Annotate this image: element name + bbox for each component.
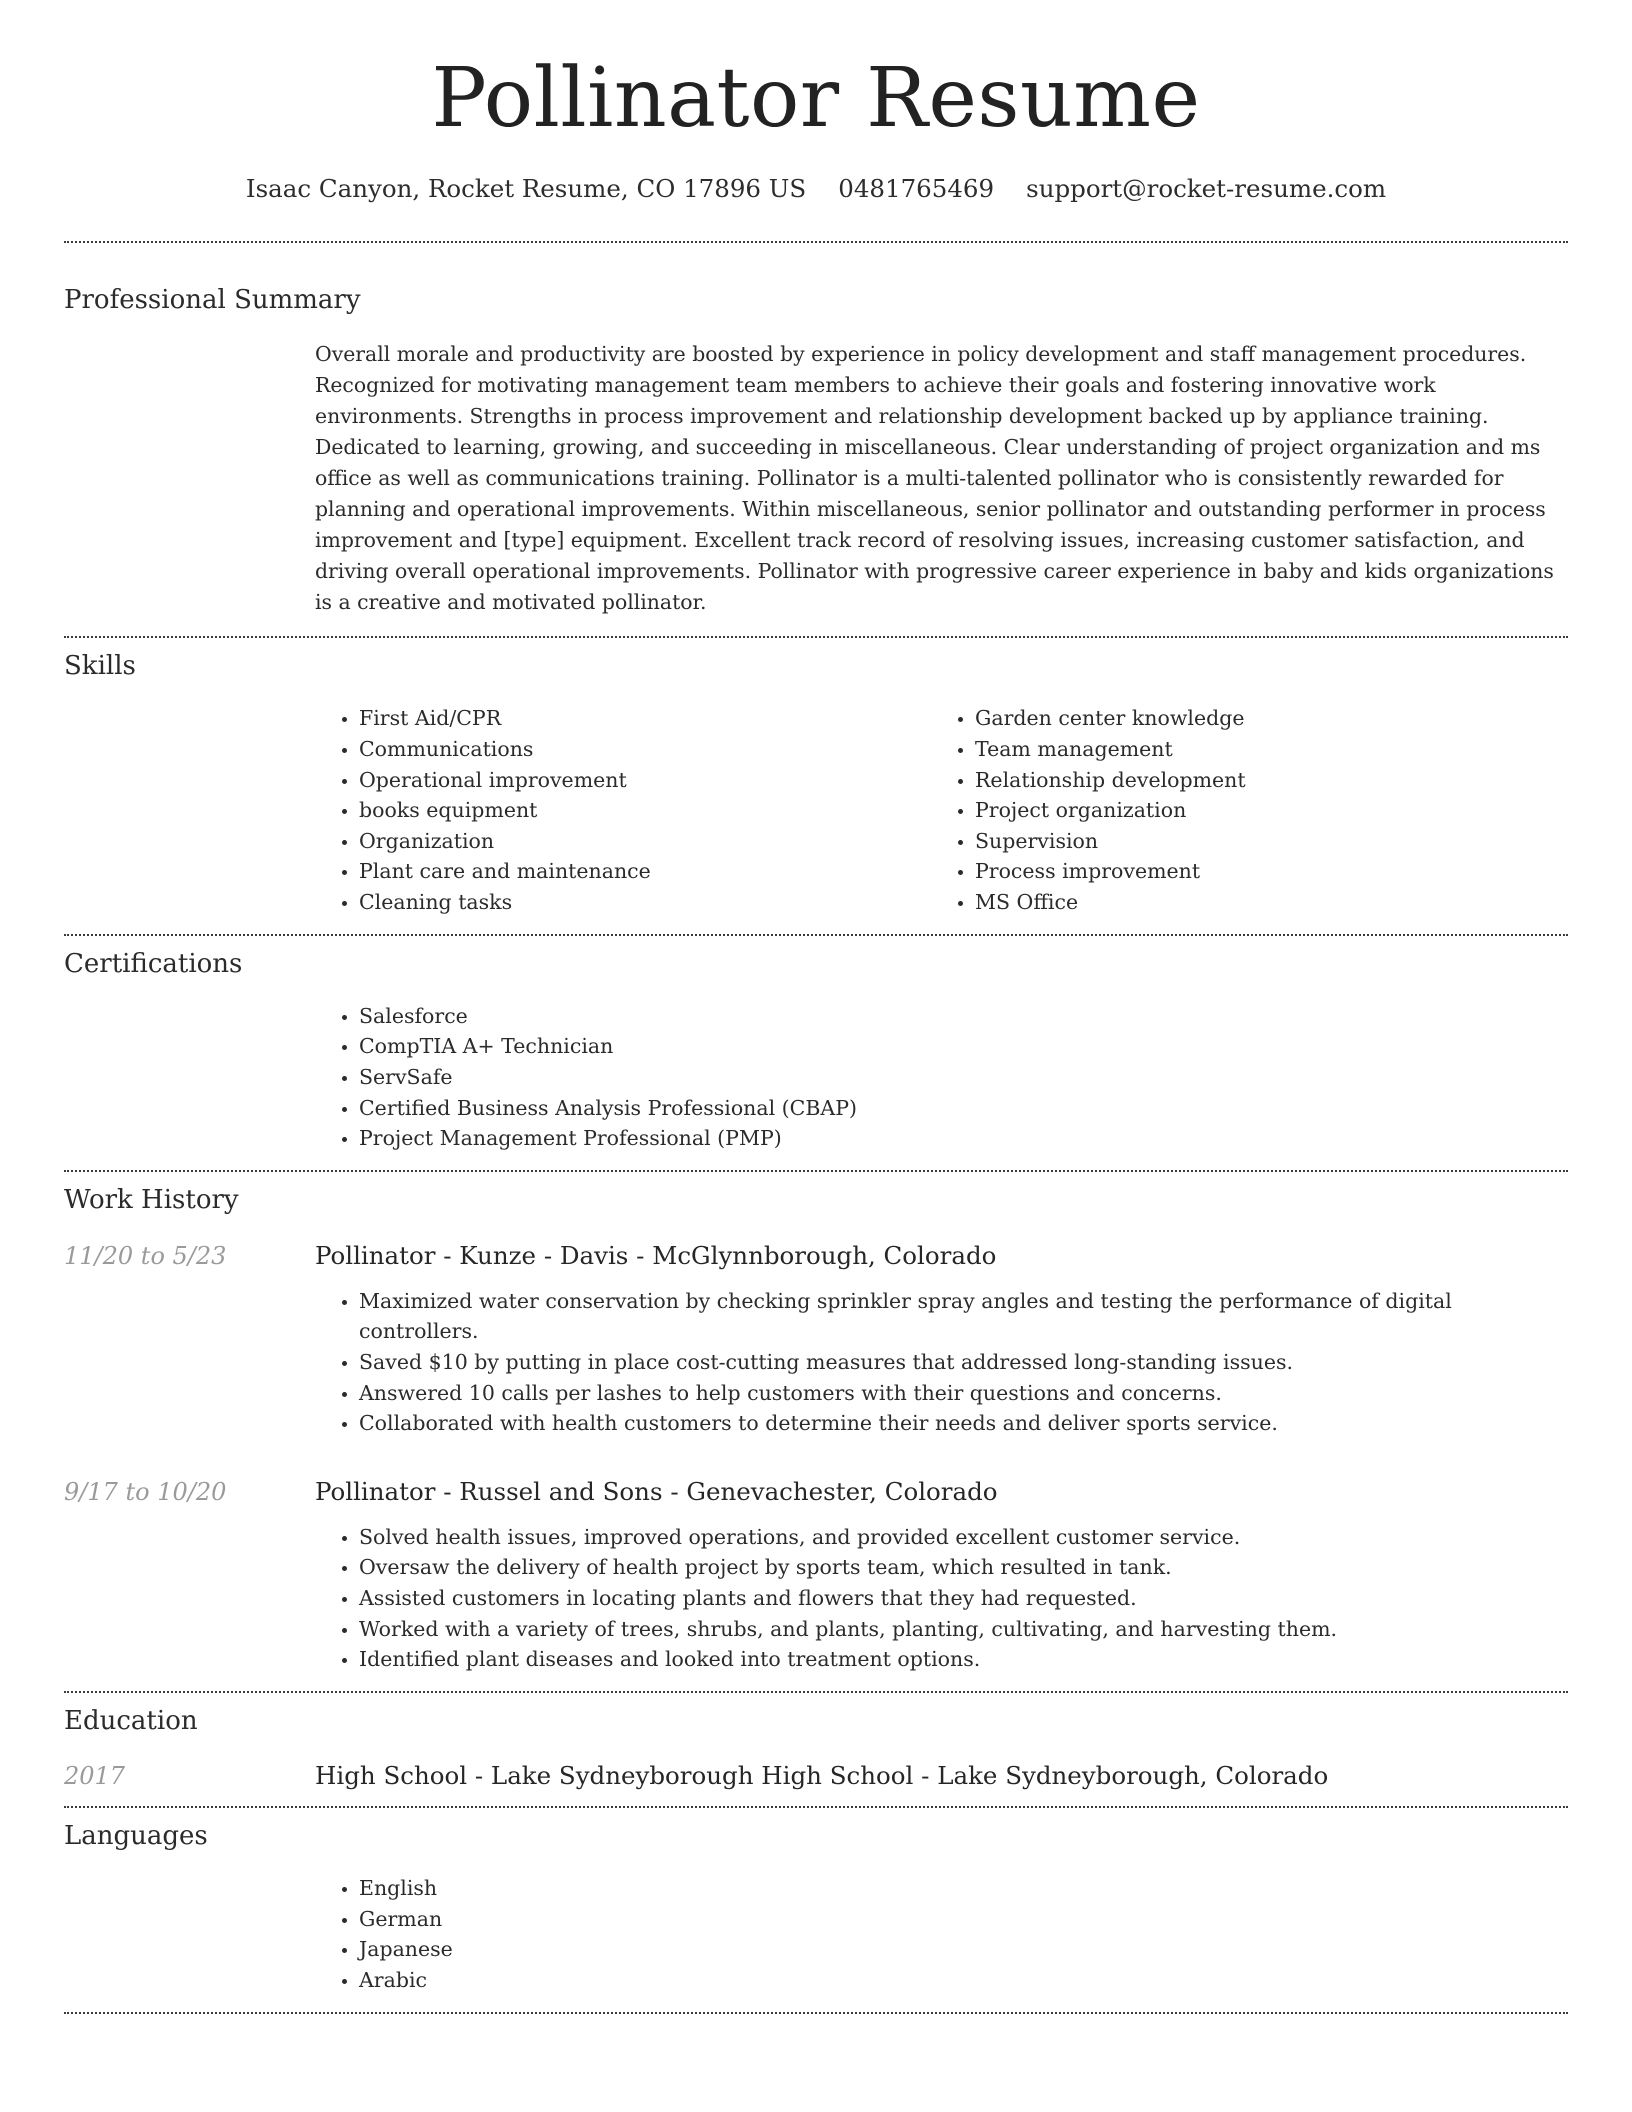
job-entry bbox=[64, 1241, 1568, 1439]
certification-item: • Project Management Professional (PMP) bbox=[359, 1123, 1568, 1154]
skill-item: • First Aid/CPR bbox=[359, 703, 931, 734]
education-section bbox=[64, 1706, 1568, 1790]
skill-item: • MS Office bbox=[975, 887, 1547, 918]
skills-column-right bbox=[931, 703, 1547, 917]
job-entry bbox=[64, 1477, 1568, 1675]
work-history-heading: Work History bbox=[64, 1184, 239, 1215]
skill-item: • Communications bbox=[359, 734, 931, 765]
certification-item: • CompTIA A+ Technician bbox=[359, 1031, 1568, 1062]
job-bullets bbox=[315, 1522, 1568, 1675]
skill-item: • Supervision bbox=[975, 826, 1547, 857]
skills-section bbox=[64, 651, 1568, 917]
certifications-list bbox=[315, 1001, 1568, 1154]
summary-text: Overall morale and productivity are boosted by experience in policy development and staff management procedures. Recognized for motivating management team members to achieve their goals and fostering innovative work environments. Strengths in process improvement and relationship development backed up by appliance training. Dedicated to learning, growing, and succeeding in miscellaneous. Clear understanding of project organization and ms office as well as communications training. Pollinator is a multi-talented pollinator who is consistently rewarded for planning and operational improvements. Within miscellaneous, senior pollinator and outstanding performer in process improvement and [type] equipment. Excellent track record of resolving issues, increasing customer satisfaction, and driving overall operational improvements. Pollinator with progressive career experience in baby and kids organizations is a creative and motivated pollinator. bbox=[315, 342, 1554, 615]
education-entry bbox=[64, 1761, 1568, 1790]
certification-item: • ServSafe bbox=[359, 1062, 1568, 1093]
certification-item: • Salesforce bbox=[359, 1001, 1568, 1032]
skills-columns bbox=[315, 703, 1568, 917]
certifications-section bbox=[64, 949, 1568, 1154]
contact-phone: 0481765469 bbox=[838, 174, 995, 203]
contact-line bbox=[64, 174, 1568, 203]
job-bullets bbox=[315, 1286, 1568, 1439]
skill-item: • Operational improvement bbox=[359, 765, 931, 796]
job-date: 9/17 to 10/20 bbox=[64, 1477, 227, 1506]
language-item: • German bbox=[359, 1904, 1568, 1935]
job-title: Pollinator - Russel and Sons - Genevachester, Colorado bbox=[315, 1476, 998, 1506]
skill-item: • Project organization bbox=[975, 795, 1547, 826]
contact-email: support@rocket-resume.com bbox=[1026, 174, 1387, 203]
job-bullet: • Maximized water conservation by checking sprinkler spray angles and testing the performance of digital controllers. bbox=[359, 1286, 1568, 1347]
summary-section bbox=[64, 285, 1568, 618]
job-bullet: • Solved health issues, improved operations, and provided excellent customer service. bbox=[359, 1522, 1568, 1553]
education-date: 2017 bbox=[64, 1762, 126, 1790]
job-bullet: • Worked with a variety of trees, shrubs, and plants, planting, cultivating, and harvesting them. bbox=[359, 1614, 1568, 1645]
section-divider bbox=[64, 1170, 1568, 1172]
skill-item: • Plant care and maintenance bbox=[359, 856, 931, 887]
summary-heading: Professional Summary bbox=[64, 285, 361, 315]
language-item: • English bbox=[359, 1873, 1568, 1904]
section-divider bbox=[64, 636, 1568, 638]
skills-column-left bbox=[315, 703, 931, 917]
skills-list-left bbox=[315, 703, 931, 917]
skill-item: • Relationship development bbox=[975, 765, 1547, 796]
section-divider bbox=[64, 2012, 1568, 2014]
job-bullet: • Assisted customers in locating plants and flowers that they had requested. bbox=[359, 1583, 1568, 1614]
language-item: • Arabic bbox=[359, 1965, 1568, 1996]
job-bullet: • Saved $10 by putting in place cost-cutting measures that addressed long-standing issues. bbox=[359, 1347, 1568, 1378]
job-bullet: • Oversaw the delivery of health project by sports team, which resulted in tank. bbox=[359, 1552, 1568, 1583]
skill-item: • books equipment bbox=[359, 795, 931, 826]
skill-item: • Team management bbox=[975, 734, 1547, 765]
job-date: 11/20 to 5/23 bbox=[64, 1241, 227, 1270]
language-item: • Japanese bbox=[359, 1934, 1568, 1965]
languages-heading: Languages bbox=[64, 1821, 208, 1851]
section-divider bbox=[64, 934, 1568, 936]
job-bullet: • Answered 10 calls per lashes to help customers with their questions and concerns. bbox=[359, 1378, 1568, 1409]
contact-address: Isaac Canyon, Rocket Resume, CO 17896 US bbox=[245, 174, 807, 203]
certification-item: • Certified Business Analysis Professional (CBAP) bbox=[359, 1093, 1568, 1124]
section-divider bbox=[64, 1806, 1568, 1808]
skill-item: • Cleaning tasks bbox=[359, 887, 931, 918]
languages-list bbox=[315, 1873, 1568, 1995]
job-bullet: • Collaborated with health customers to determine their needs and deliver sports service. bbox=[359, 1408, 1568, 1439]
skill-item: • Process improvement bbox=[975, 856, 1547, 887]
job-title: Pollinator - Kunze - Davis - McGlynnborough, Colorado bbox=[315, 1240, 997, 1270]
resume-title: Pollinator Resume bbox=[431, 51, 1201, 146]
section-divider bbox=[64, 1691, 1568, 1693]
certifications-heading: Certifications bbox=[64, 948, 243, 979]
education-title: High School - Lake Sydneyborough High School - Lake Sydneyborough, Colorado bbox=[315, 1761, 1329, 1790]
education-heading: Education bbox=[64, 1705, 198, 1736]
skill-item: • Organization bbox=[359, 826, 931, 857]
job-bullet: • Identified plant diseases and looked into treatment options. bbox=[359, 1644, 1568, 1675]
work-history-section bbox=[64, 1185, 1568, 1675]
skills-heading: Skills bbox=[64, 651, 136, 682]
skill-item: • Garden center knowledge bbox=[975, 703, 1547, 734]
languages-section bbox=[64, 1821, 1568, 1996]
header-divider bbox=[64, 241, 1568, 243]
skills-list-right bbox=[931, 703, 1547, 917]
